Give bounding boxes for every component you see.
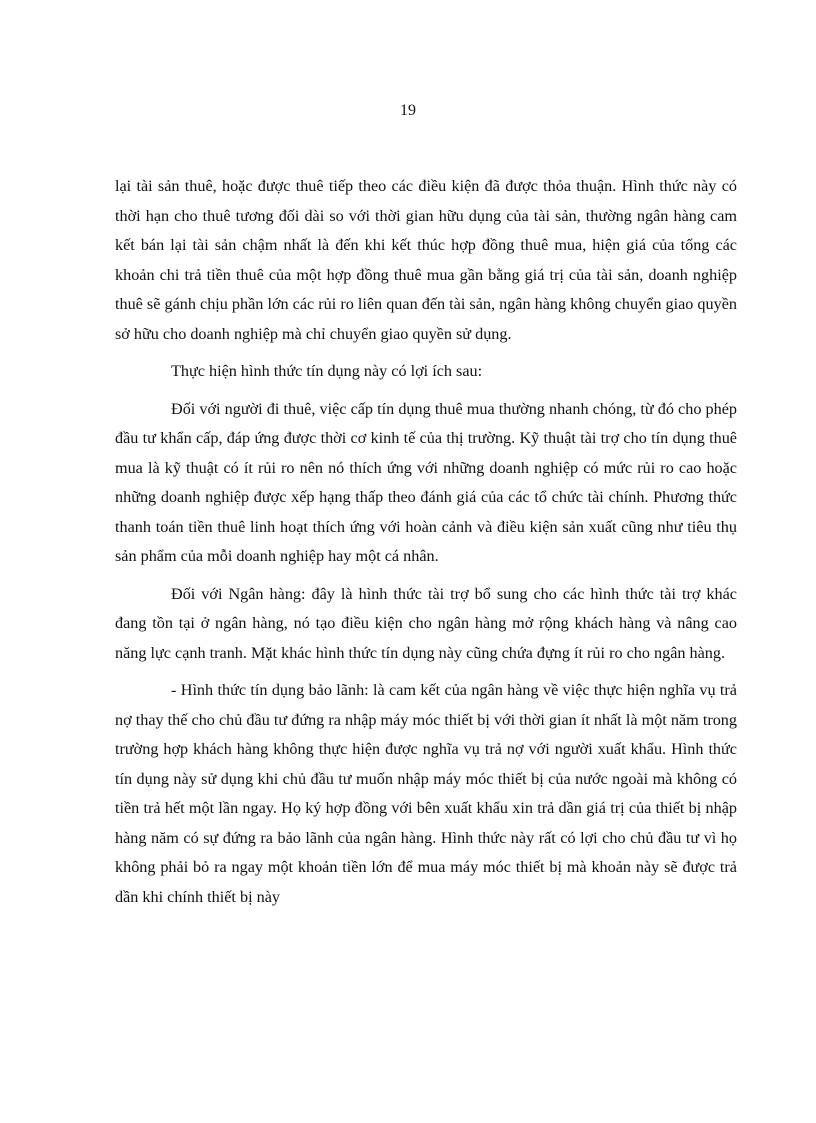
paragraph-bank-benefits: Đối với Ngân hàng: đây là hình thức tài trợ bổ sung cho các hình thức tài trợ khác đang tồn tại ở ngân hàng, nó tạo điều kiện cho ngân hàng mở rộng khách hàng và nâng cao năng lực cạnh tranh. Mặt khác hình thức tín dụng này cũng chứa đựng ít rủi ro cho ngân hàng. [115,584,737,662]
paragraph-lease-continuation: lại tài sản thuê, hoặc được thuê tiếp theo các điều kiện đã được thỏa thuận. Hình thức này có thời hạn cho thuê tương đối dài so với thời gian hữu dụng của tài sản, thường ngân hàng cam kết bán lại tài sản chậm nhất là đến khi kết thúc hợp đồng thuê mua, hiện giá của tổng các khoản chi trả tiền thuê của một hợp đồng thuê mua gần bằng giá trị của tài sản, doanh nghiệp thuê sẽ gánh chịu phần lớn các rủi ro liên quan đến tài sản, ngân hàng không chuyển giao quyền sở hữu cho doanh nghiệp mà chỉ chuyển giao quyền sử dụng. [115,177,737,343]
document-body [115,172,737,920]
paragraph-benefits-intro: Thực hiện hình thức tín dụng này có lợi ích sau: [171,362,483,380]
page-number: 19 [400,102,416,119]
paragraph-lessee-benefits: Đối với người đi thuê, việc cấp tín dụng thuê mua thường nhanh chóng, từ đó cho phép đầu tư khẩn cấp, đáp ứng được thời cơ kinh tế của thị trường. Kỹ thuật tài trợ cho tín dụng thuê mua là kỹ thuật có ít rủi ro nên nó thích ứng với những doanh nghiệp có mức rủi ro cao hoặc những doanh nghiệp được xếp hạng thấp theo đánh giá của các tổ chức tài chính. Phương thức thanh toán tiền thuê linh hoạt thích ứng với hoàn cảnh và điều kiện sản xuất cũng như tiêu thụ sản phẩm của mỗi doanh nghiệp hay một cá nhân. [115,399,737,565]
paragraph-guarantee-credit: - Hình thức tín dụng bảo lãnh: là cam kết của ngân hàng về việc thực hiện nghĩa vụ trả nợ thay thế cho chủ đầu tư đứng ra nhập máy móc thiết bị với thời gian ít nhất là một năm trong trường hợp khách hàng không thực hiện được nghĩa vụ trả nợ với người xuất khẩu. Hình thức tín dụng này sử dụng khi chủ đầu tư muốn nhập máy móc thiết bị của nước ngoài mà không có tiền trả hết một lần ngay. Họ ký hợp đồng với bên xuất khẩu xin trả dần giá trị của thiết bị nhập hàng năm có sự đứng ra bảo lãnh của ngân hàng. Hình thức này rất có lợi cho chủ đầu tư vì họ không phải bỏ ra ngay một khoản tiền lớn để mua máy móc thiết bị mà khoản này sẽ được trả dần khi chính thiết bị này [115,681,737,906]
